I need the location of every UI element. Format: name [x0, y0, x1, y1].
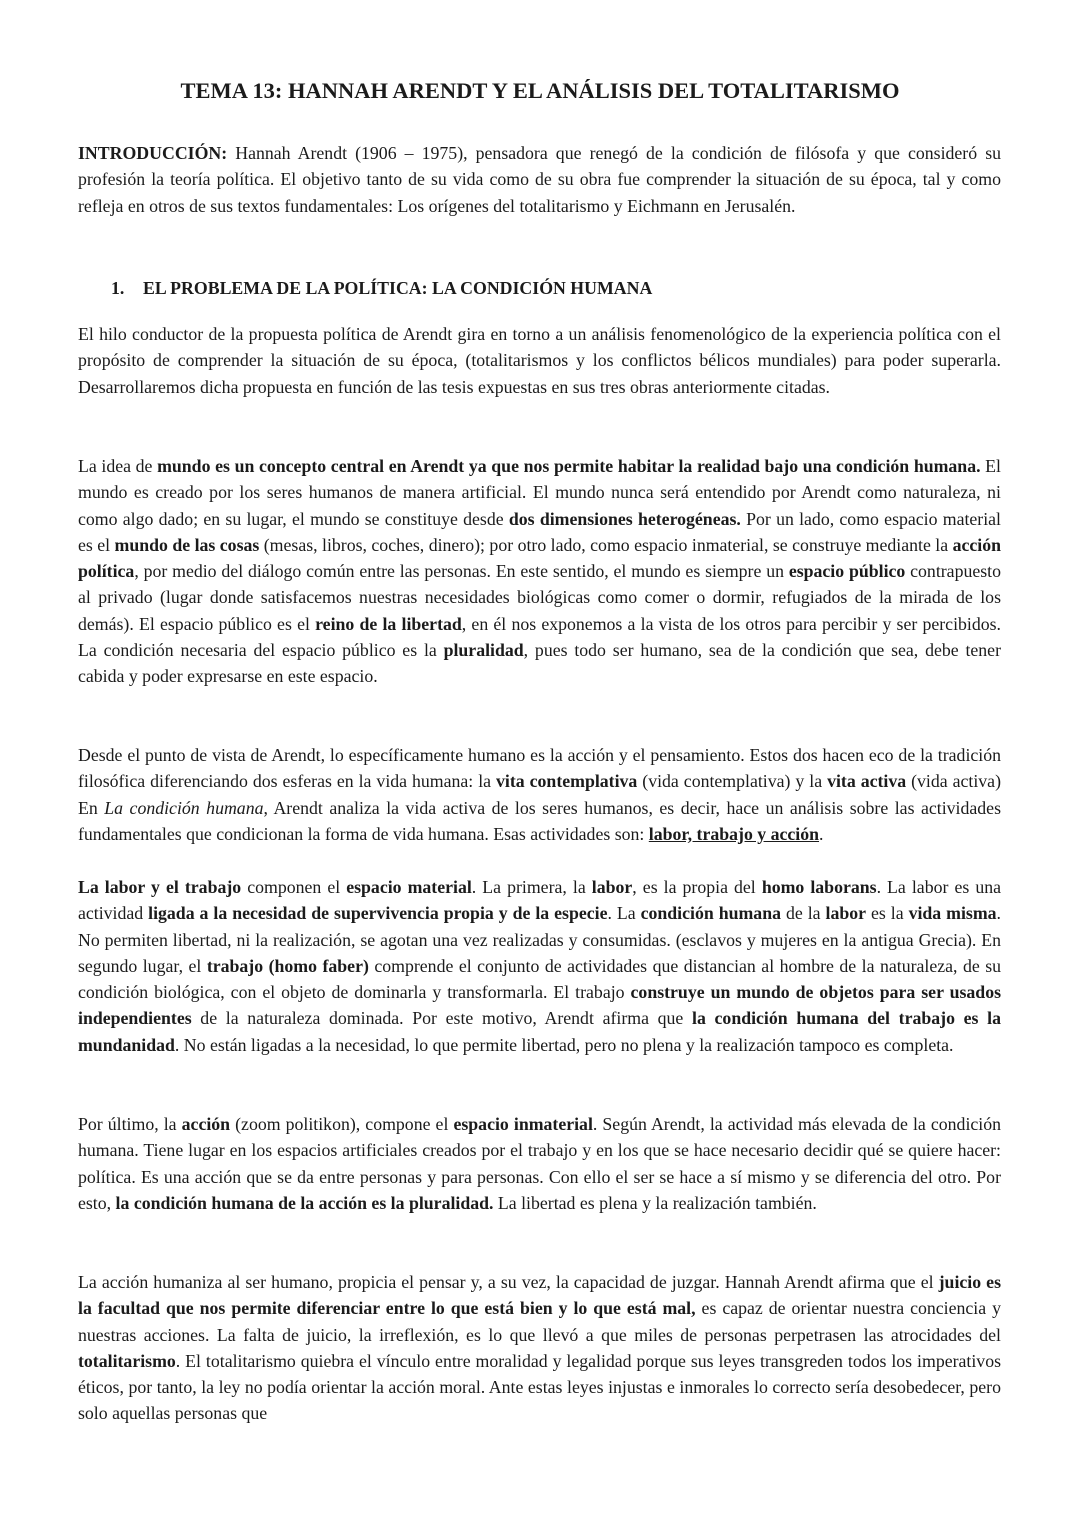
paragraph-mundo: La idea de mundo es un concepto central en Arendt ya que nos permite habitar la realidad bajo una condición humana. El mundo es creado por los seres humanos de manera artificial. El mundo nunca será entendido por Arendt como naturaleza, ni como algo dado; en su lugar, el mundo se constituye desde dos dimensiones heterogéneas. Por un lado, como espacio material es el mundo de las cosas (mesas, libros, coches, dinero); por otro lado, como espacio inmaterial, se construye mediante la acción política, por medio del diálogo común entre las personas. En este sentido, el mundo es siempre un espacio público contrapuesto al privado (lugar donde satisfacemos nuestras necesidades biológicas como comer o dormir, refugiados de la mirada de los demás). El espacio público es el reino de la libertad, en él nos exponemos a la vista de los otros para percibir y ser percibidos. La condición necesaria del espacio público es la pluralidad, pues todo ser humano, sea de la condición que sea, debe tener cabida y poder expresarse en este espacio.: [78, 456, 1001, 687]
section-heading: [111, 275, 652, 301]
paragraph-juicio: La acción humaniza al ser humano, propicia el pensar y, a su vez, la capacidad de juzgar. Hannah Arendt afirma que el juicio es la facultad que nos permite diferenciar entre lo que está bien y lo que está mal, es capaz de orientar nuestra conciencia y nuestras acciones. La falta de juicio, la irreflexión, es lo que llevó a que miles de personas perpetrasen las atrocidades del totalitarismo. El totalitarismo quiebra el vínculo entre moralidad y legalidad porque sus leyes transgreden todos los imperativos éticos, por tanto, la ley no podía orientar la acción moral. Ante estas leyes injustas e inmorales lo correcto sería desobedecer, pero solo aquellas personas que: [78, 1272, 1001, 1424]
paragraph-vita-activa: Desde el punto de vista de Arendt, lo específicamente humano es la acción y el pensamiento. Estos dos hacen eco de la tradición filosófica diferenciando dos esferas en la vida humana: la vita contemplativa (vida contemplativa) y la vita activa (vida activa) En La condición humana, Arendt analiza la vida activa de los seres humanos, es decir, hace un análisis sobre las actividades fundamentales que condicionan la forma de vida humana. Esas actividades son: labor, trabajo y acción.: [78, 745, 1001, 844]
page-title: TEMA 13: HANNAH ARENDT Y EL ANÁLISIS DEL TOTALITARISMO: [180, 78, 900, 103]
paragraph-labor-trabajo: La labor y el trabajo componen el espacio material. La primera, la labor, es la propia del homo laborans. La labor es una actividad ligada a la necesidad de supervivencia propia y de la especie. La condición humana de la labor es la vida misma. No permiten libertad, ni la realización, se agotan una vez realizadas y consumidas. (esclavos y mujeres en la antigua Grecia). En segundo lugar, el trabajo (homo faber) comprende el conjunto de actividades que distancian al hombre de la naturaleza, de su condición biológica, con el objeto de dominarla y transformarla. El trabajo construye un mundo de objetos para ser usados independientes de la naturaleza dominada. Por este motivo, Arendt afirma que la condición humana del trabajo es la mundanidad. No están ligadas a la necesidad, lo que permite libertad, pero no plena y la realización tampoco es completa.: [78, 877, 1002, 1055]
intro-paragraph: INTRODUCCIÓN: Hannah Arendt (1906 – 1975), pensadora que renegó de la condición de filósofa y que consideró su profesión la teoría política. El objetivo tanto de su vida como de su obra fue comprender la situación de su época, tal y como refleja en otros de sus textos fundamentales: Los orígenes del totalitarismo y Eichmann en Jerusalén.: [78, 143, 1001, 216]
section-title: EL PROBLEMA DE LA POLÍTICA: LA CONDICIÓN HUMANA: [143, 278, 653, 298]
paragraph-hilo-conductor: El hilo conductor de la propuesta política de Arendt gira en torno a un análisis fenomenológico de la experiencia política con el propósito de comprender la situación de su época, (totalitarismos y los conflictos bélicos mundiales) para poder superarla. Desarrollaremos dicha propuesta en función de las tesis expuestas en sus tres obras anteriormente citadas.: [78, 324, 1001, 397]
intro-label: INTRODUCCIÓN:: [78, 143, 228, 163]
paragraph-accion: Por último, la acción (zoom politikon), compone el espacio inmaterial. Según Arendt, la actividad más elevada de la condición humana. Tiene lugar en los espacios artificiales creados por el trabajo y en los que se hace necesario decidir qué se quiere hacer: política. Es una acción que se da entre personas y para personas. Con ello el ser se hace a sí mismo y se diferencia del otro. Por esto, la condición humana de la acción es la pluralidad. La libertad es plena y la realización también.: [78, 1114, 1001, 1213]
section-number: 1.: [111, 278, 125, 298]
